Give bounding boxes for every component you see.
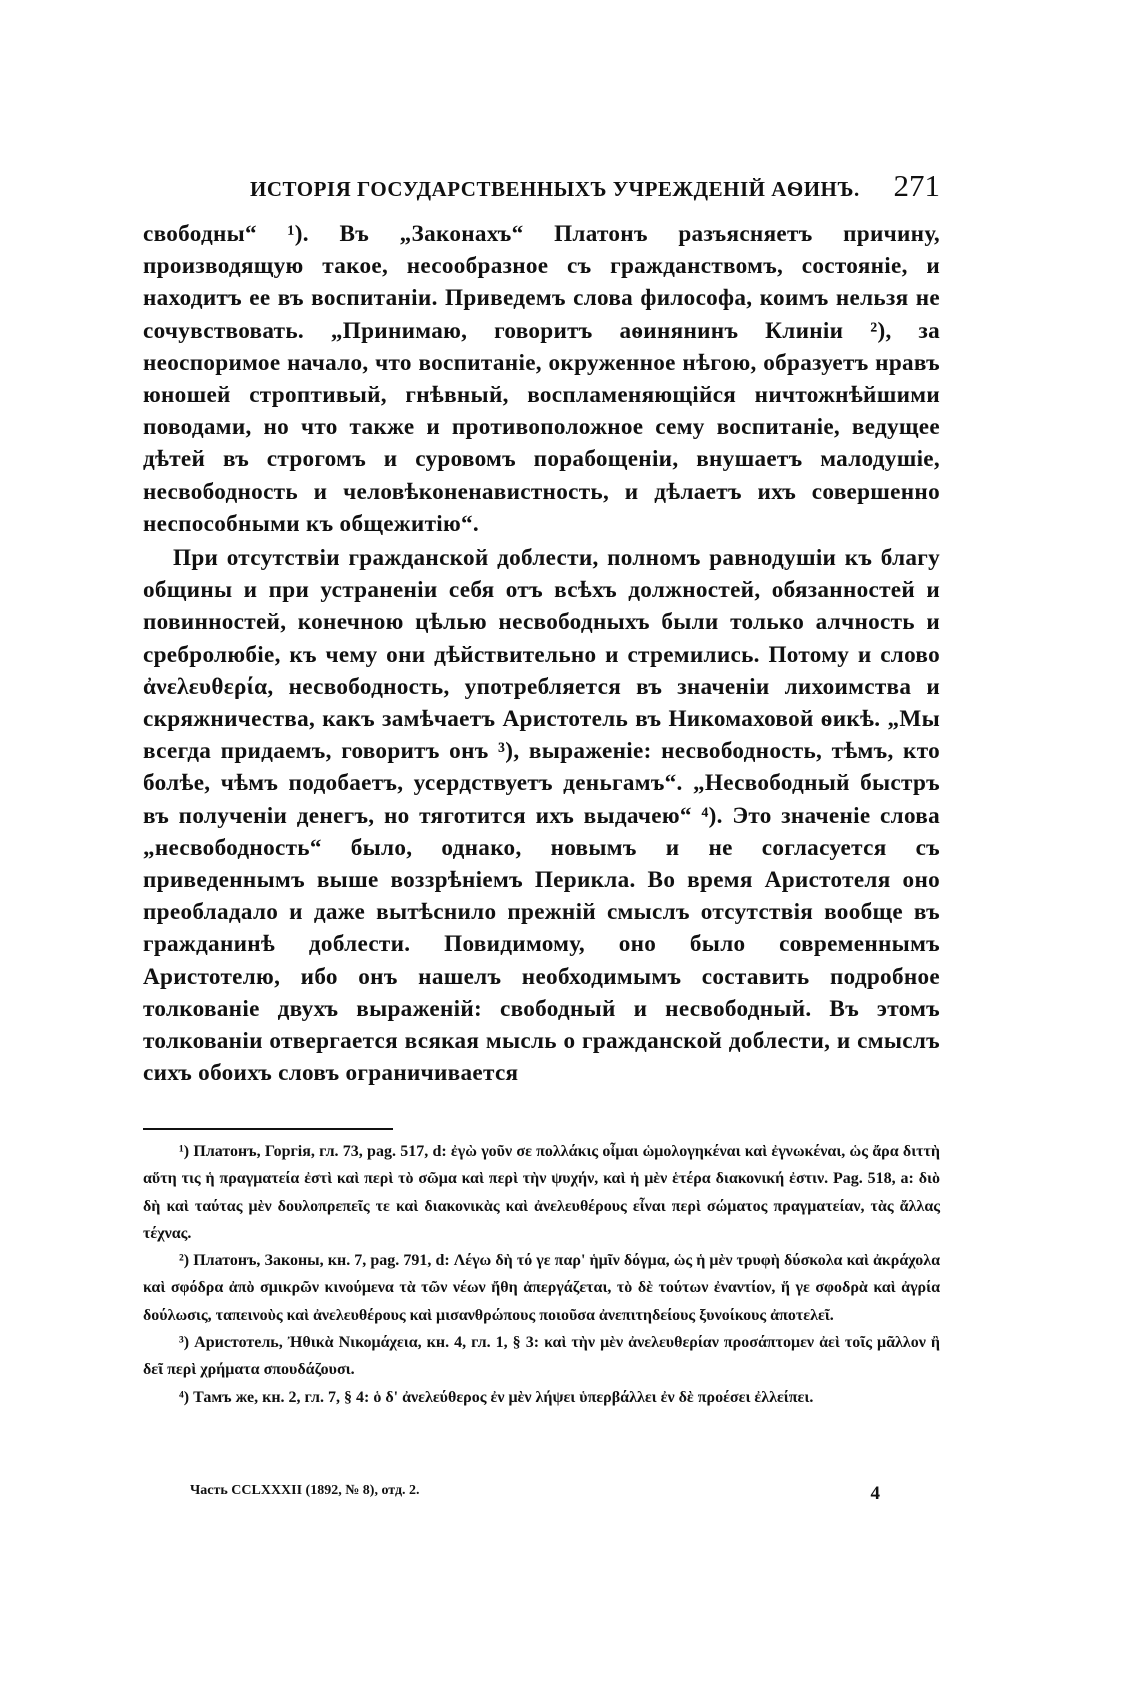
page-number: 271 <box>893 168 940 203</box>
main-text <box>143 218 940 1089</box>
paragraph-2: При отсутствіи гражданской доблести, полномъ равнодушіи къ благу общины и при устраненіи себя отъ всѣхъ должностей, обязанностей и повинностей, конечною цѣлью несвободныхъ были только алчность и сребролюбіе, къ чему они дѣйствительно и стремились. Потому и слово ἀνελευθερία, несвободность, употребляется въ значеніи лихоимства и скряжничества, какъ замѣчаетъ Аристотель въ Никомаховой ѳикѣ. „Мы всегда придаемъ, говоритъ онъ ³), выраженіе: несвободность, тѣмъ, кто болѣе, чѣмъ подобаетъ, усердствуетъ деньгамъ“. „Несвободный быстръ въ полученіи денегъ, но тяготится ихъ выдачею“ ⁴). Это значеніе слова „несвободность“ было, однако, новымъ и не согласуется съ приведеннымъ выше воззрѣніемъ Перикла. Во время Аристотеля оно преобладало и даже вытѣснило прежній смыслъ отсутствія вообще въ гражданинѣ доблести. Повидимому, оно было современнымъ Аристотелю, ибо онъ нашелъ необходимымъ составить подробное толкованіе двухъ выраженій: свободный и несвободный. Въ этомъ толкованіи отвергается всякая мысль о гражданской доблести, и смыслъ сихъ обоихъ словъ ограничивается <box>143 545 940 1087</box>
footnote-2: ²) Платонъ, Законы, кн. 7, pag. 791, d: Λέγω δὴ τό γε παρ' ἡμῖν δόγμα, ὡς ἡ μὲν τρυφὴ δύσκολα καὶ ἀκράχολα καὶ σφόδρα ἀπὸ σμικρῶν κινούμενα τὰ τῶν νέων ἤθη ἀπεργάζεται, τὸ δὲ τούτων ἐναντίον, ἥ γε σφοδρὰ καὶ ἀγρία δούλωσις, ταπεινοὺς καὶ ἀνελευθέρους καὶ μισανθρώπους ποιοῦσα ἀνεπιτηδείους ξυνοίκους ἀποτελεῖ. <box>143 1252 940 1324</box>
running-header <box>250 168 940 208</box>
footnote-1: ¹) Платонъ, Горгія, гл. 73, pag. 517, d: ἐγὼ γοῦν σε πολλάκις οἶμαι ὡμολογηκέναι καὶ ἐγνωκέναι, ὡς ἄρα διττὴ αὕτη τις ἡ πραγματεία ἐστὶ καὶ περὶ τὸ σῶμα καὶ περὶ τὴν ψυχήν, καὶ ἡ μὲν ἑτέρα διακονική ἐστιν. Pag. 518, a: διὸ δὴ καὶ ταύτας μὲν δουλοπρεπεῖς τε καὶ διακονικὰς καὶ ἀνελευθέρους εἶναι περὶ σώματος πραγματείαν, τὰς ἄλλας τέχνας. <box>143 1143 940 1242</box>
footnote-3: ³) Аристотель, Ἠθικὰ Νικομάχεια, кн. 4, гл. 1, § 3: καὶ τὴν μὲν ἀνελευθερίαν προσάπτομεν ἀεὶ τοῖς μᾶλλον ἢ δεῖ περὶ χρήματα σπουδάζουσι. <box>143 1334 940 1379</box>
signature-volume: Часть CCLXXXII (1892, № 8), отд. 2. <box>190 1483 420 1498</box>
footnote-divider <box>143 1128 393 1130</box>
printer-signature <box>190 1483 880 1505</box>
paragraph-1: свободны“ ¹). Въ „Законахъ“ Платонъ разъясняетъ причину, производящую такое, несообразное съ гражданствомъ, состояніе, и находитъ ее въ воспитаніи. Приведемъ слова философа, коимъ нельзя не сочувствовать. „Принимаю, говоритъ аѳинянинъ Клиніи ²), за неоспоримое начало, что воспитаніе, окруженное нѣгою, образуетъ нравъ юношей строптивый, гнѣвный, воспламеняющійся ничтожнѣйшими поводами, но что также и противоположное сему воспитаніе, ведущее дѣтей въ строгомъ и суровомъ порабощеніи, внушаетъ малодушіе, несвободность и человѣконенавистность, и дѣлаетъ ихъ совершенно неспособными къ общежитію“. <box>143 221 940 537</box>
footnote-4: ⁴) Тамъ же, кн. 2, гл. 7, § 4: ὁ δ' ἀνελεύθερος ἐν μὲν λήψει ὑπερβάλλει ἐν δὲ προέσει ἐλλείπει. <box>179 1388 814 1406</box>
signature-number: 4 <box>870 1483 880 1504</box>
header-title: ИСТОРІЯ ГОСУДАРСТВЕННЫХЪ УЧРЕЖДЕНІЙ АѲИНЪ. <box>250 177 860 201</box>
footnotes <box>143 1138 940 1411</box>
